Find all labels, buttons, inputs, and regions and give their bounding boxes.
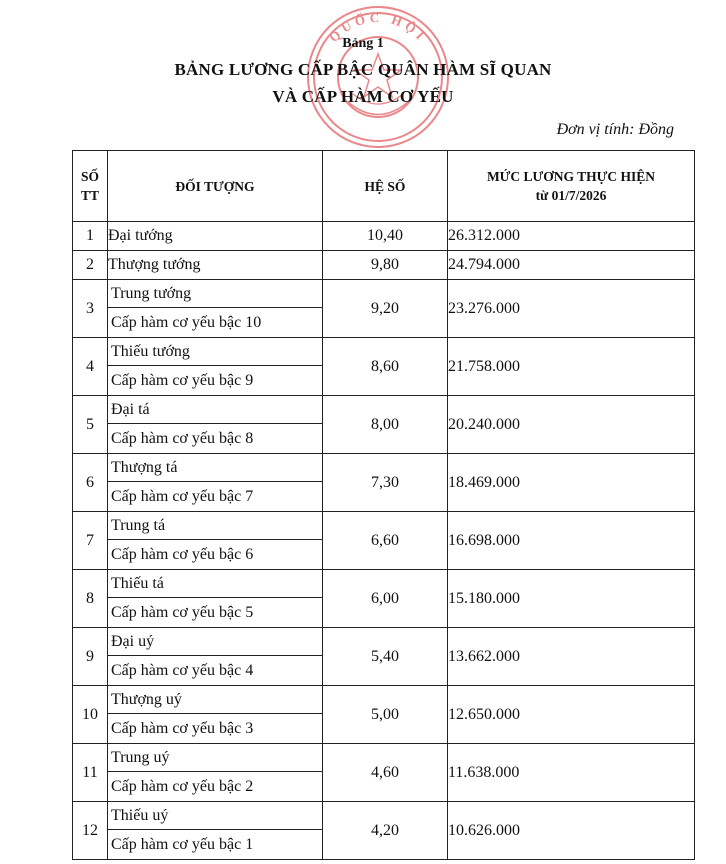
row-object <box>108 570 323 628</box>
row-salary: 13.662.000 <box>448 628 695 686</box>
row-stt: 8 <box>73 570 108 628</box>
unit-note: Đơn vị tính: Đồng <box>556 121 674 138</box>
table-row <box>73 251 695 280</box>
row-object <box>108 454 323 512</box>
row-object <box>108 802 323 860</box>
row-stt: 9 <box>73 628 108 686</box>
row-coefficient: 6,60 <box>323 512 448 570</box>
row-rank: Thiếu tá <box>108 570 322 598</box>
row-object <box>108 512 323 570</box>
row-rank: Trung uý <box>108 744 322 772</box>
row-stt: 5 <box>73 396 108 454</box>
header-salary-line1: MỨC LƯƠNG THỰC HIỆN <box>486 169 656 184</box>
table-header-row <box>73 151 695 222</box>
document-title-line1: BẢNG LƯƠNG CẤP BẬC QUÂN HÀM SĨ QUAN <box>174 60 552 79</box>
row-object <box>108 686 323 744</box>
row-object <box>108 628 323 686</box>
row-cipher-rank: Cấp hàm cơ yếu bậc 10 <box>111 314 262 331</box>
row-coefficient: 5,00 <box>323 686 448 744</box>
row-rank: Thiếu tướng <box>108 338 322 366</box>
row-cipher-rank: Cấp hàm cơ yếu bậc 6 <box>111 546 254 563</box>
table-row <box>73 454 695 512</box>
row-salary: 18.469.000 <box>448 454 695 512</box>
table-row <box>73 744 695 802</box>
row-rank: Đại tướng <box>108 222 323 251</box>
table-row <box>73 628 695 686</box>
row-cipher-rank: Cấp hàm cơ yếu bậc 5 <box>111 604 254 621</box>
row-salary: 10.626.000 <box>448 802 695 860</box>
row-salary: 12.650.000 <box>448 686 695 744</box>
table-row <box>73 570 695 628</box>
header-salary <box>448 151 695 222</box>
svg-text:QUỐC HỘI: QUỐC HỘI <box>325 9 431 46</box>
row-stt: 4 <box>73 338 108 396</box>
row-cipher-rank: Cấp hàm cơ yếu bậc 4 <box>111 662 254 679</box>
row-salary: 26.312.000 <box>448 222 695 251</box>
row-salary: 11.638.000 <box>448 744 695 802</box>
row-rank: Thượng tá <box>108 454 322 482</box>
row-cipher-rank: Cấp hàm cơ yếu bậc 2 <box>111 778 254 795</box>
row-object <box>108 280 323 338</box>
table-row <box>73 338 695 396</box>
row-cipher-rank: Cấp hàm cơ yếu bậc 7 <box>111 488 254 505</box>
row-object <box>108 396 323 454</box>
row-salary: 24.794.000 <box>448 251 695 280</box>
header-object: ĐỐI TƯỢNG <box>108 151 323 222</box>
document-title-line2: VÀ CẤP HÀM CƠ YẾU <box>272 87 454 106</box>
table-row <box>73 686 695 744</box>
row-coefficient: 6,00 <box>323 570 448 628</box>
row-coefficient: 4,60 <box>323 744 448 802</box>
table-row <box>73 280 695 338</box>
row-stt: 12 <box>73 802 108 860</box>
row-cipher-rank: Cấp hàm cơ yếu bậc 8 <box>111 430 254 447</box>
row-rank: Thiếu uý <box>108 802 322 830</box>
row-coefficient: 9,80 <box>323 251 448 280</box>
row-salary: 20.240.000 <box>448 396 695 454</box>
table-row <box>73 512 695 570</box>
row-stt: 11 <box>73 744 108 802</box>
row-cipher-rank: Cấp hàm cơ yếu bậc 1 <box>111 836 254 853</box>
table-number-label: Bảng 1 <box>342 36 384 51</box>
row-salary: 15.180.000 <box>448 570 695 628</box>
row-coefficient: 8,00 <box>323 396 448 454</box>
row-rank: Đại tá <box>108 396 322 424</box>
row-salary: 21.758.000 <box>448 338 695 396</box>
header-stt: SỐ TT <box>73 151 108 222</box>
row-coefficient: 10,40 <box>323 222 448 251</box>
row-rank: Trung tá <box>108 512 322 540</box>
row-stt: 1 <box>73 222 108 251</box>
row-coefficient: 7,30 <box>323 454 448 512</box>
row-object <box>108 744 323 802</box>
row-coefficient: 4,20 <box>323 802 448 860</box>
row-coefficient: 5,40 <box>323 628 448 686</box>
row-stt: 6 <box>73 454 108 512</box>
row-cipher-rank: Cấp hàm cơ yếu bậc 9 <box>111 372 254 389</box>
row-stt: 7 <box>73 512 108 570</box>
table-row <box>73 802 695 860</box>
row-salary: 23.276.000 <box>448 280 695 338</box>
row-stt: 2 <box>73 251 108 280</box>
row-salary: 16.698.000 <box>448 512 695 570</box>
salary-table <box>72 150 695 860</box>
row-cipher-rank: Cấp hàm cơ yếu bậc 3 <box>111 720 254 737</box>
row-stt: 10 <box>73 686 108 744</box>
row-stt: 3 <box>73 280 108 338</box>
row-rank: Thượng uý <box>108 686 322 714</box>
header-salary-line2: từ 01/7/2026 <box>535 188 607 203</box>
row-rank: Trung tướng <box>108 280 322 308</box>
table-row <box>73 396 695 454</box>
table-row <box>73 222 695 251</box>
row-coefficient: 9,20 <box>323 280 448 338</box>
row-rank: Thượng tướng <box>108 251 323 280</box>
row-rank: Đại uý <box>108 628 322 656</box>
row-object <box>108 338 323 396</box>
header-coefficient: HỆ SỐ <box>323 151 448 222</box>
row-coefficient: 8,60 <box>323 338 448 396</box>
